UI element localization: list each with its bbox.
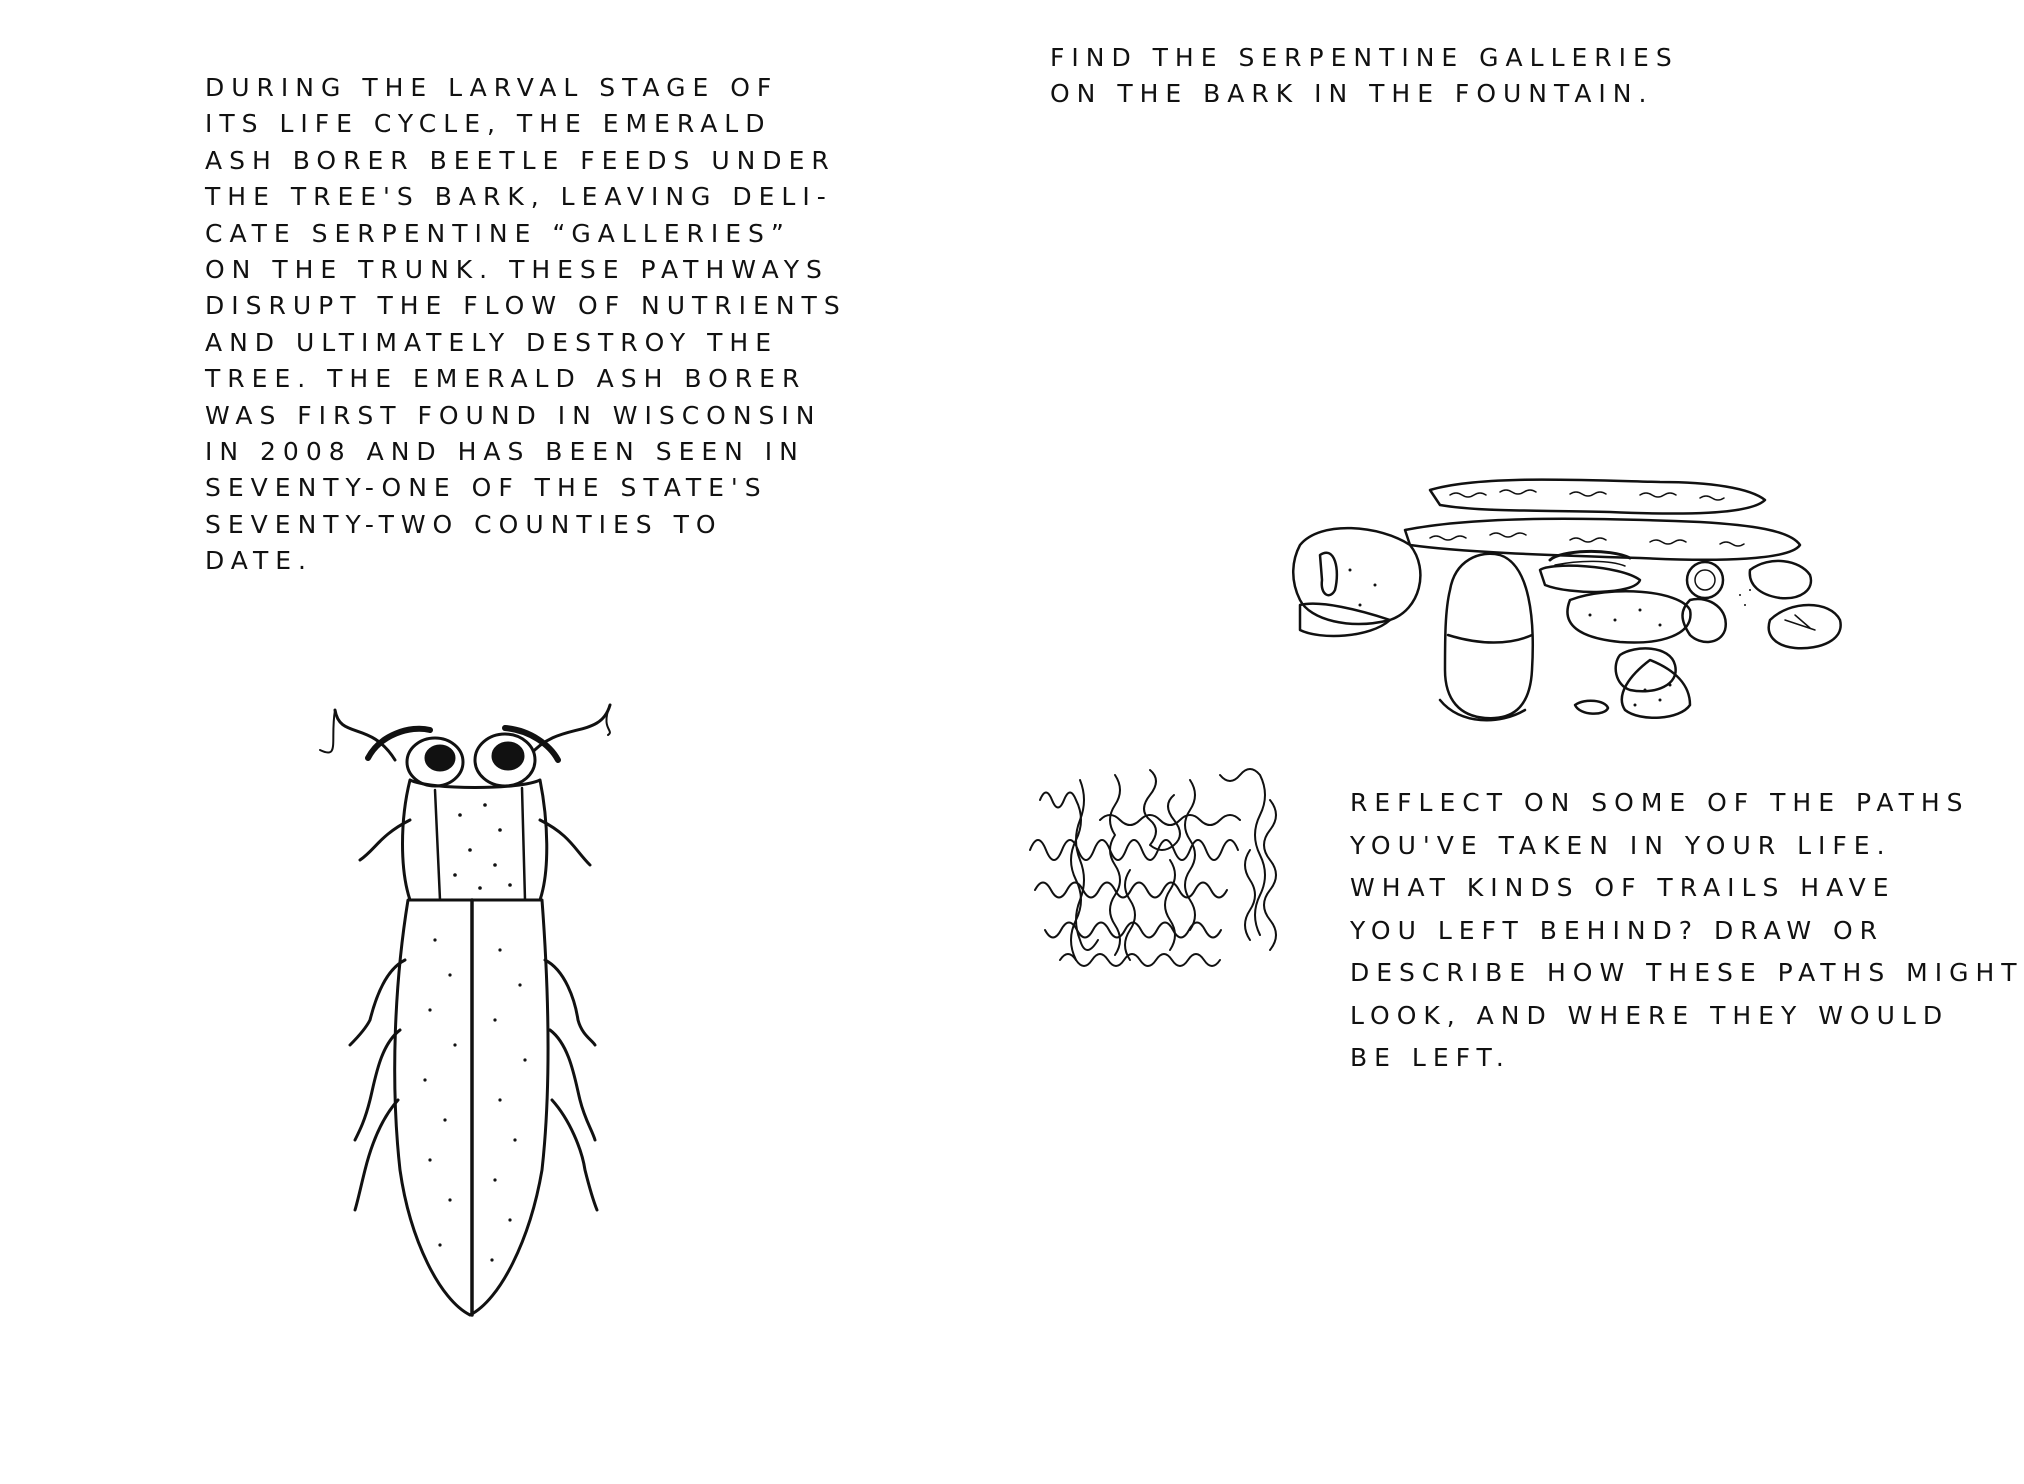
- intro-line: THE TREE'S BARK, LEAVING DELI-: [205, 182, 833, 212]
- intro-line: SEVENTY-TWO COUNTIES TO: [205, 509, 723, 539]
- right-page: [960, 0, 2024, 1484]
- beetle-drawing-icon: [300, 700, 640, 1320]
- fountain-drawing-icon: [1280, 470, 1840, 730]
- intro-line: WAS FIRST FOUND IN WISCONSIN: [205, 400, 822, 430]
- left-page: [0, 0, 960, 1484]
- intro-paragraph: [205, 70, 847, 580]
- reflect-line: YOU'VE TAKEN IN YOUR LIFE.: [1350, 830, 1892, 860]
- intro-line: DATE.: [205, 546, 313, 576]
- reflect-line: YOU LEFT BEHIND? DRAW OR: [1350, 915, 1885, 945]
- find-line: ON THE BARK IN THE FOUNTAIN.: [1050, 79, 1654, 109]
- intro-line: ITS LIFE CYCLE, THE EMERALD: [205, 109, 772, 139]
- intro-line: SEVENTY-ONE OF THE STATE'S: [205, 473, 768, 503]
- reflect-line: WHAT KINDS OF TRAILS HAVE: [1350, 873, 1896, 902]
- intro-line: CATE SERPENTINE “GALLERIES”: [205, 218, 791, 248]
- reflect-line: LOOK, AND WHERE THEY WOULD: [1350, 1000, 1950, 1030]
- intro-line: IN 2008 AND HAS BEEN SEEN IN: [205, 437, 805, 467]
- find-line: FIND THE SERPENTINE GALLERIES: [1050, 43, 1679, 72]
- reflect-line: REFLECT ON SOME OF THE PATHS: [1350, 788, 1970, 817]
- reflect-line: BE LEFT.: [1350, 1043, 1511, 1072]
- serpentine-galleries-drawing-icon: [1020, 760, 1300, 990]
- intro-line: TREE. THE EMERALD ASH BORER: [205, 364, 807, 394]
- intro-line: ASH BORER BEETLE FEEDS UNDER: [205, 145, 836, 175]
- intro-line: DURING THE LARVAL STAGE OF: [205, 73, 779, 102]
- intro-line: AND ULTIMATELY DESTROY THE: [205, 327, 779, 357]
- reflect-prompt: [1350, 782, 2024, 1080]
- intro-line: ON THE TRUNK. THESE PATHWAYS: [205, 255, 829, 285]
- find-prompt: [1050, 40, 1679, 113]
- reflect-line: DESCRIBE HOW THESE PATHS MIGHT: [1350, 958, 2024, 987]
- intro-line: DISRUPT THE FLOW OF NUTRIENTS: [205, 291, 847, 321]
